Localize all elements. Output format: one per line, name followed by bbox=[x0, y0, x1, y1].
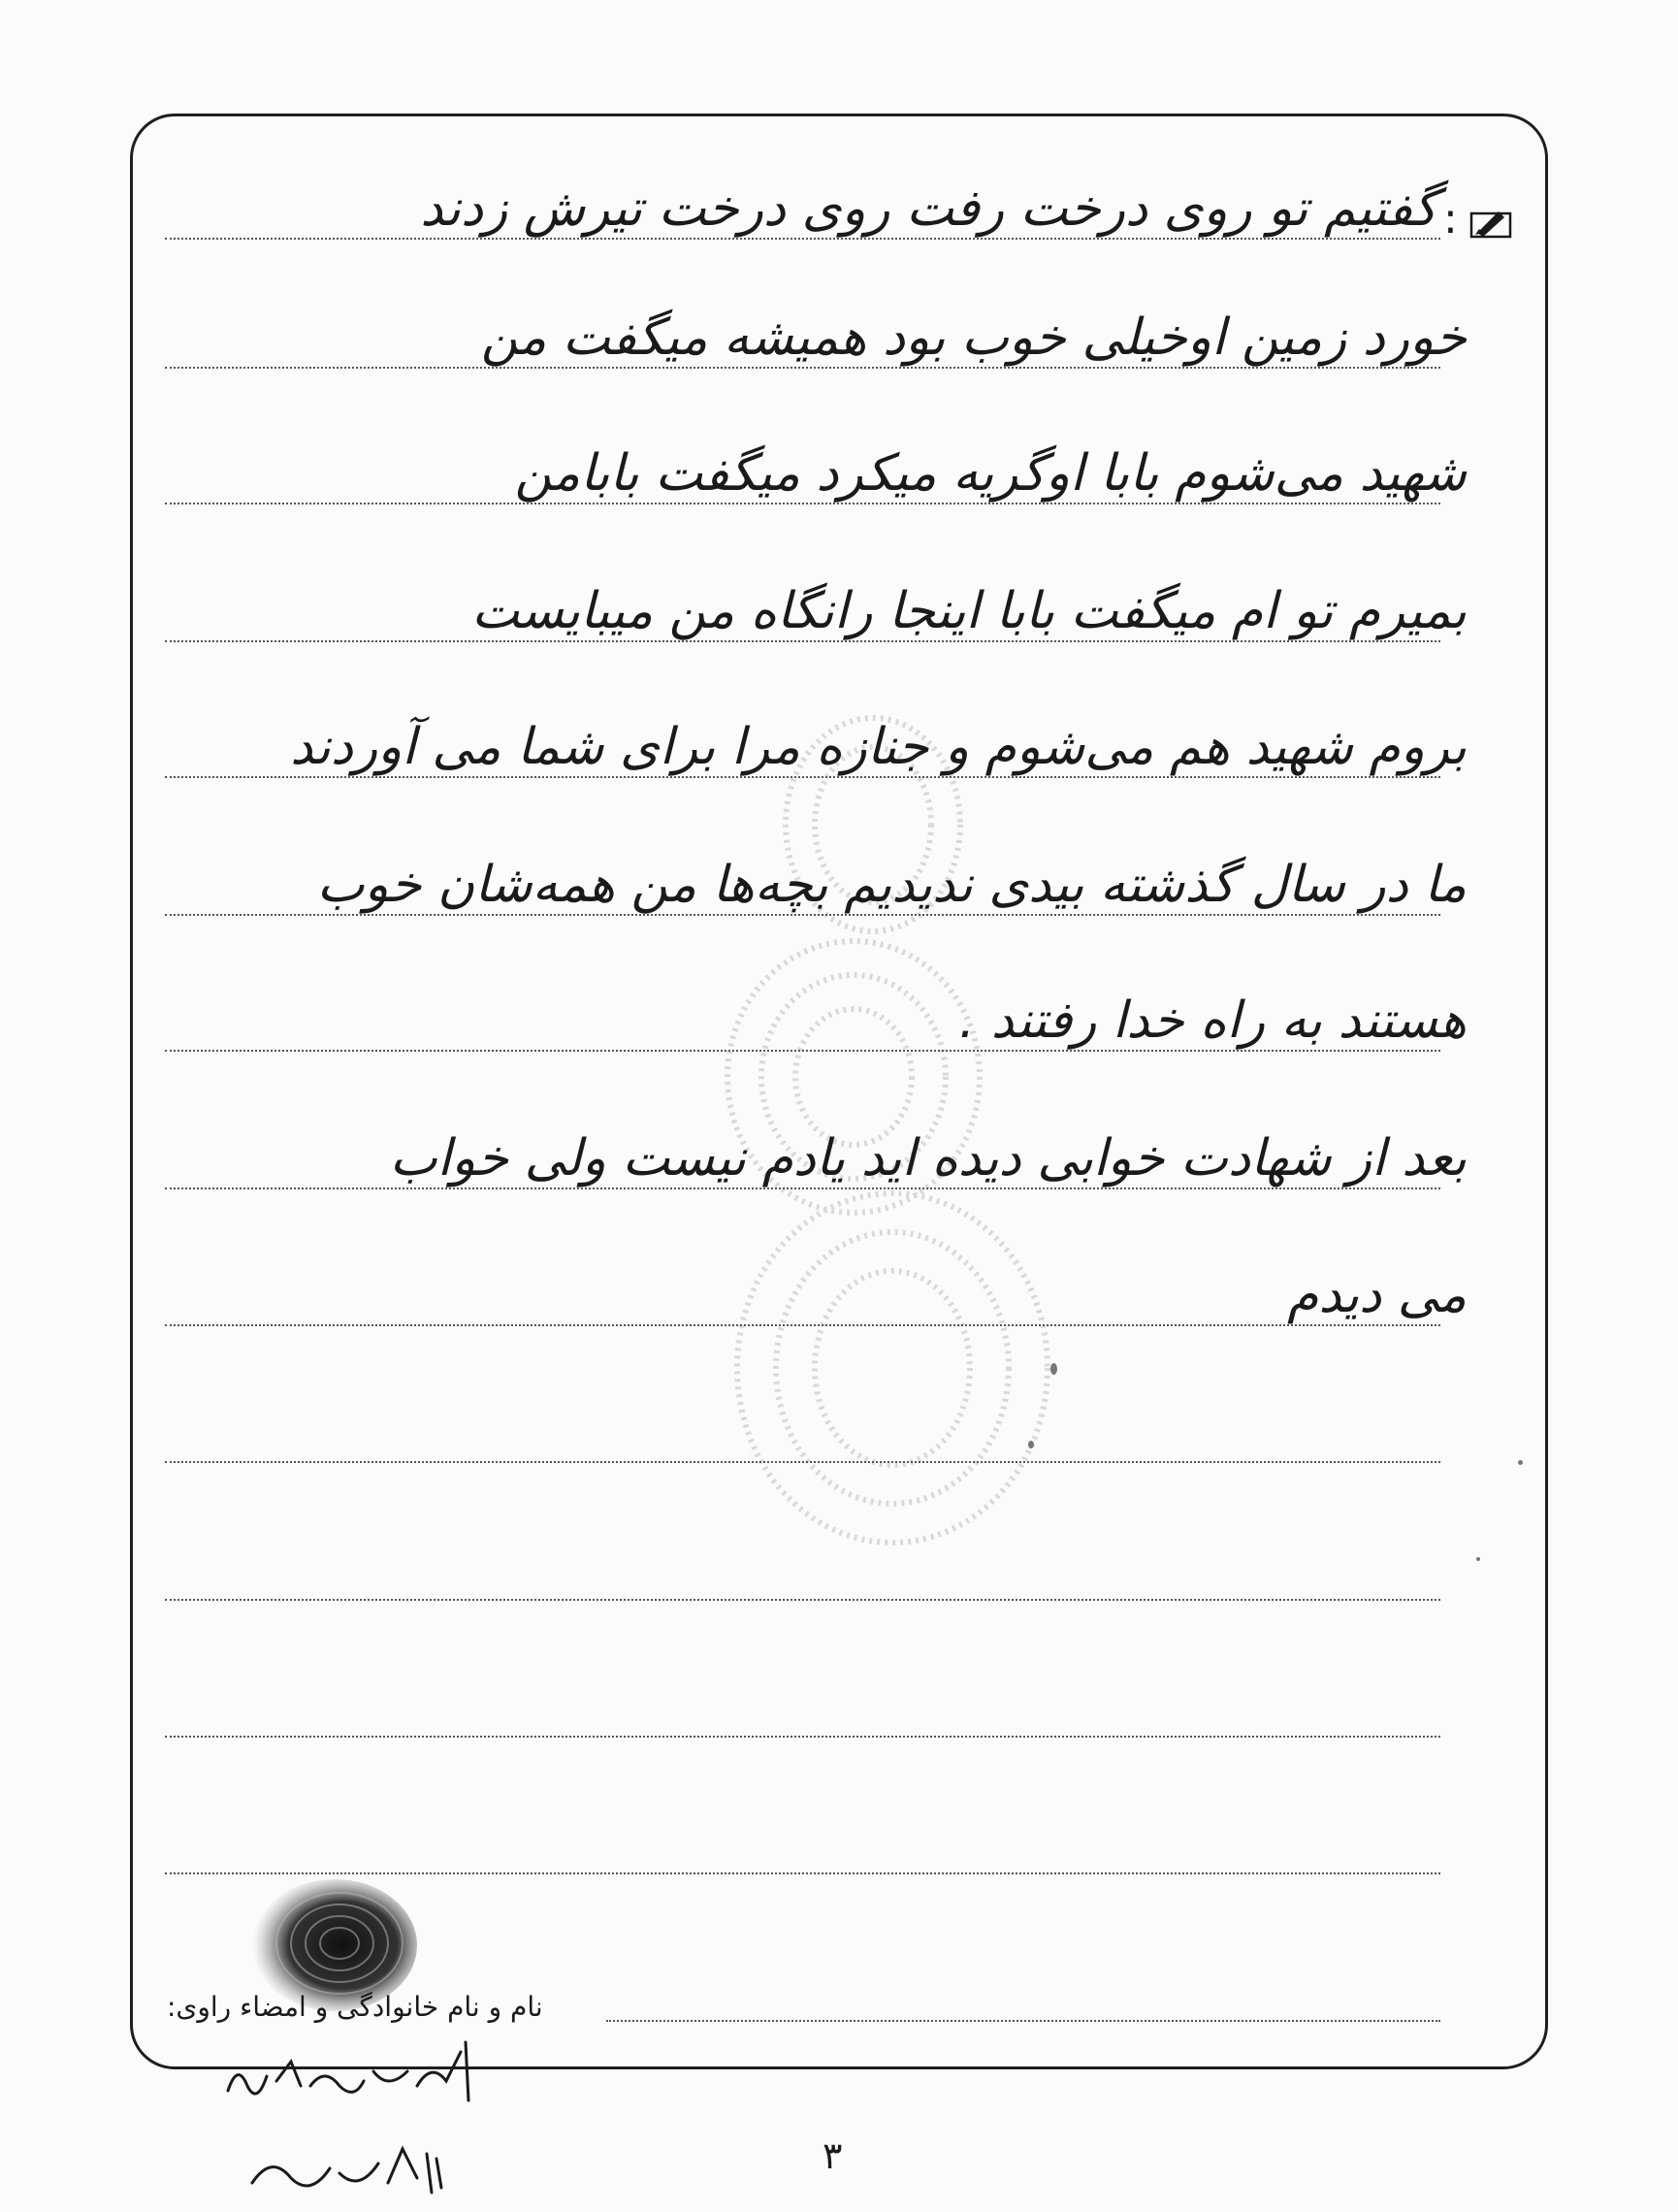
handwritten-line-3: شهید می‌شوم بابا اوگریه میکرد میگفت بابامن bbox=[514, 444, 1467, 503]
secondary-signature bbox=[242, 2134, 451, 2202]
ink-speck bbox=[1476, 1557, 1480, 1561]
ruled-line-3 bbox=[165, 503, 1440, 504]
signature-label: نام و نام خانوادگی و امضاء راوی: bbox=[167, 1991, 543, 2023]
ruled-line-1 bbox=[165, 238, 1440, 240]
page-number: ۳ bbox=[823, 2134, 843, 2177]
ruled-line-2 bbox=[165, 367, 1440, 369]
ruled-line-5 bbox=[165, 776, 1440, 778]
ruled-line-12 bbox=[165, 1736, 1440, 1738]
ink-speck bbox=[1518, 1460, 1523, 1465]
ink-speck bbox=[1028, 1441, 1034, 1448]
pen-icon bbox=[1469, 206, 1514, 241]
ruled-line-7 bbox=[165, 1050, 1440, 1052]
handwritten-line-8: بعد از شهادت خوابی دیده اید یادم نیست ولی خواب bbox=[389, 1129, 1467, 1187]
handwritten-line-9: می دیدم bbox=[1287, 1266, 1467, 1324]
page-border-frame bbox=[130, 114, 1548, 2069]
handwritten-line-6: ما در سال گذشته بیدی ندیدیم بچه‌ها من همه‌شان خوب bbox=[316, 856, 1467, 914]
handwritten-line-4: بمیرم تو ام میگفت بابا اینجا رانگاه من میبایست bbox=[471, 582, 1467, 640]
handwritten-line-5: بروم شهید هم می‌شوم و جنازه مرا برای شما می آوردند bbox=[290, 718, 1467, 776]
narrator-signature bbox=[218, 2033, 475, 2112]
ruled-line-13 bbox=[165, 1872, 1440, 1874]
signature-line bbox=[606, 2020, 1440, 2022]
ruled-line-4 bbox=[165, 640, 1440, 642]
prompt-colon: : bbox=[1443, 194, 1458, 244]
ruled-line-8 bbox=[165, 1187, 1440, 1189]
ruled-line-10 bbox=[165, 1461, 1440, 1463]
ruled-line-11 bbox=[165, 1599, 1440, 1601]
ruled-line-6 bbox=[165, 914, 1440, 916]
ruled-line-9 bbox=[165, 1324, 1440, 1326]
handwritten-line-2: خورد زمین اوخیلی خوب بود همیشه میگفت من bbox=[480, 309, 1467, 367]
handwritten-line-7: هستند به راه خدا رفتند . bbox=[958, 992, 1467, 1050]
ink-speck bbox=[1050, 1363, 1057, 1375]
handwritten-line-1: گفتیم تو روی درخت رفت روی درخت تیرش زدند bbox=[420, 179, 1437, 238]
